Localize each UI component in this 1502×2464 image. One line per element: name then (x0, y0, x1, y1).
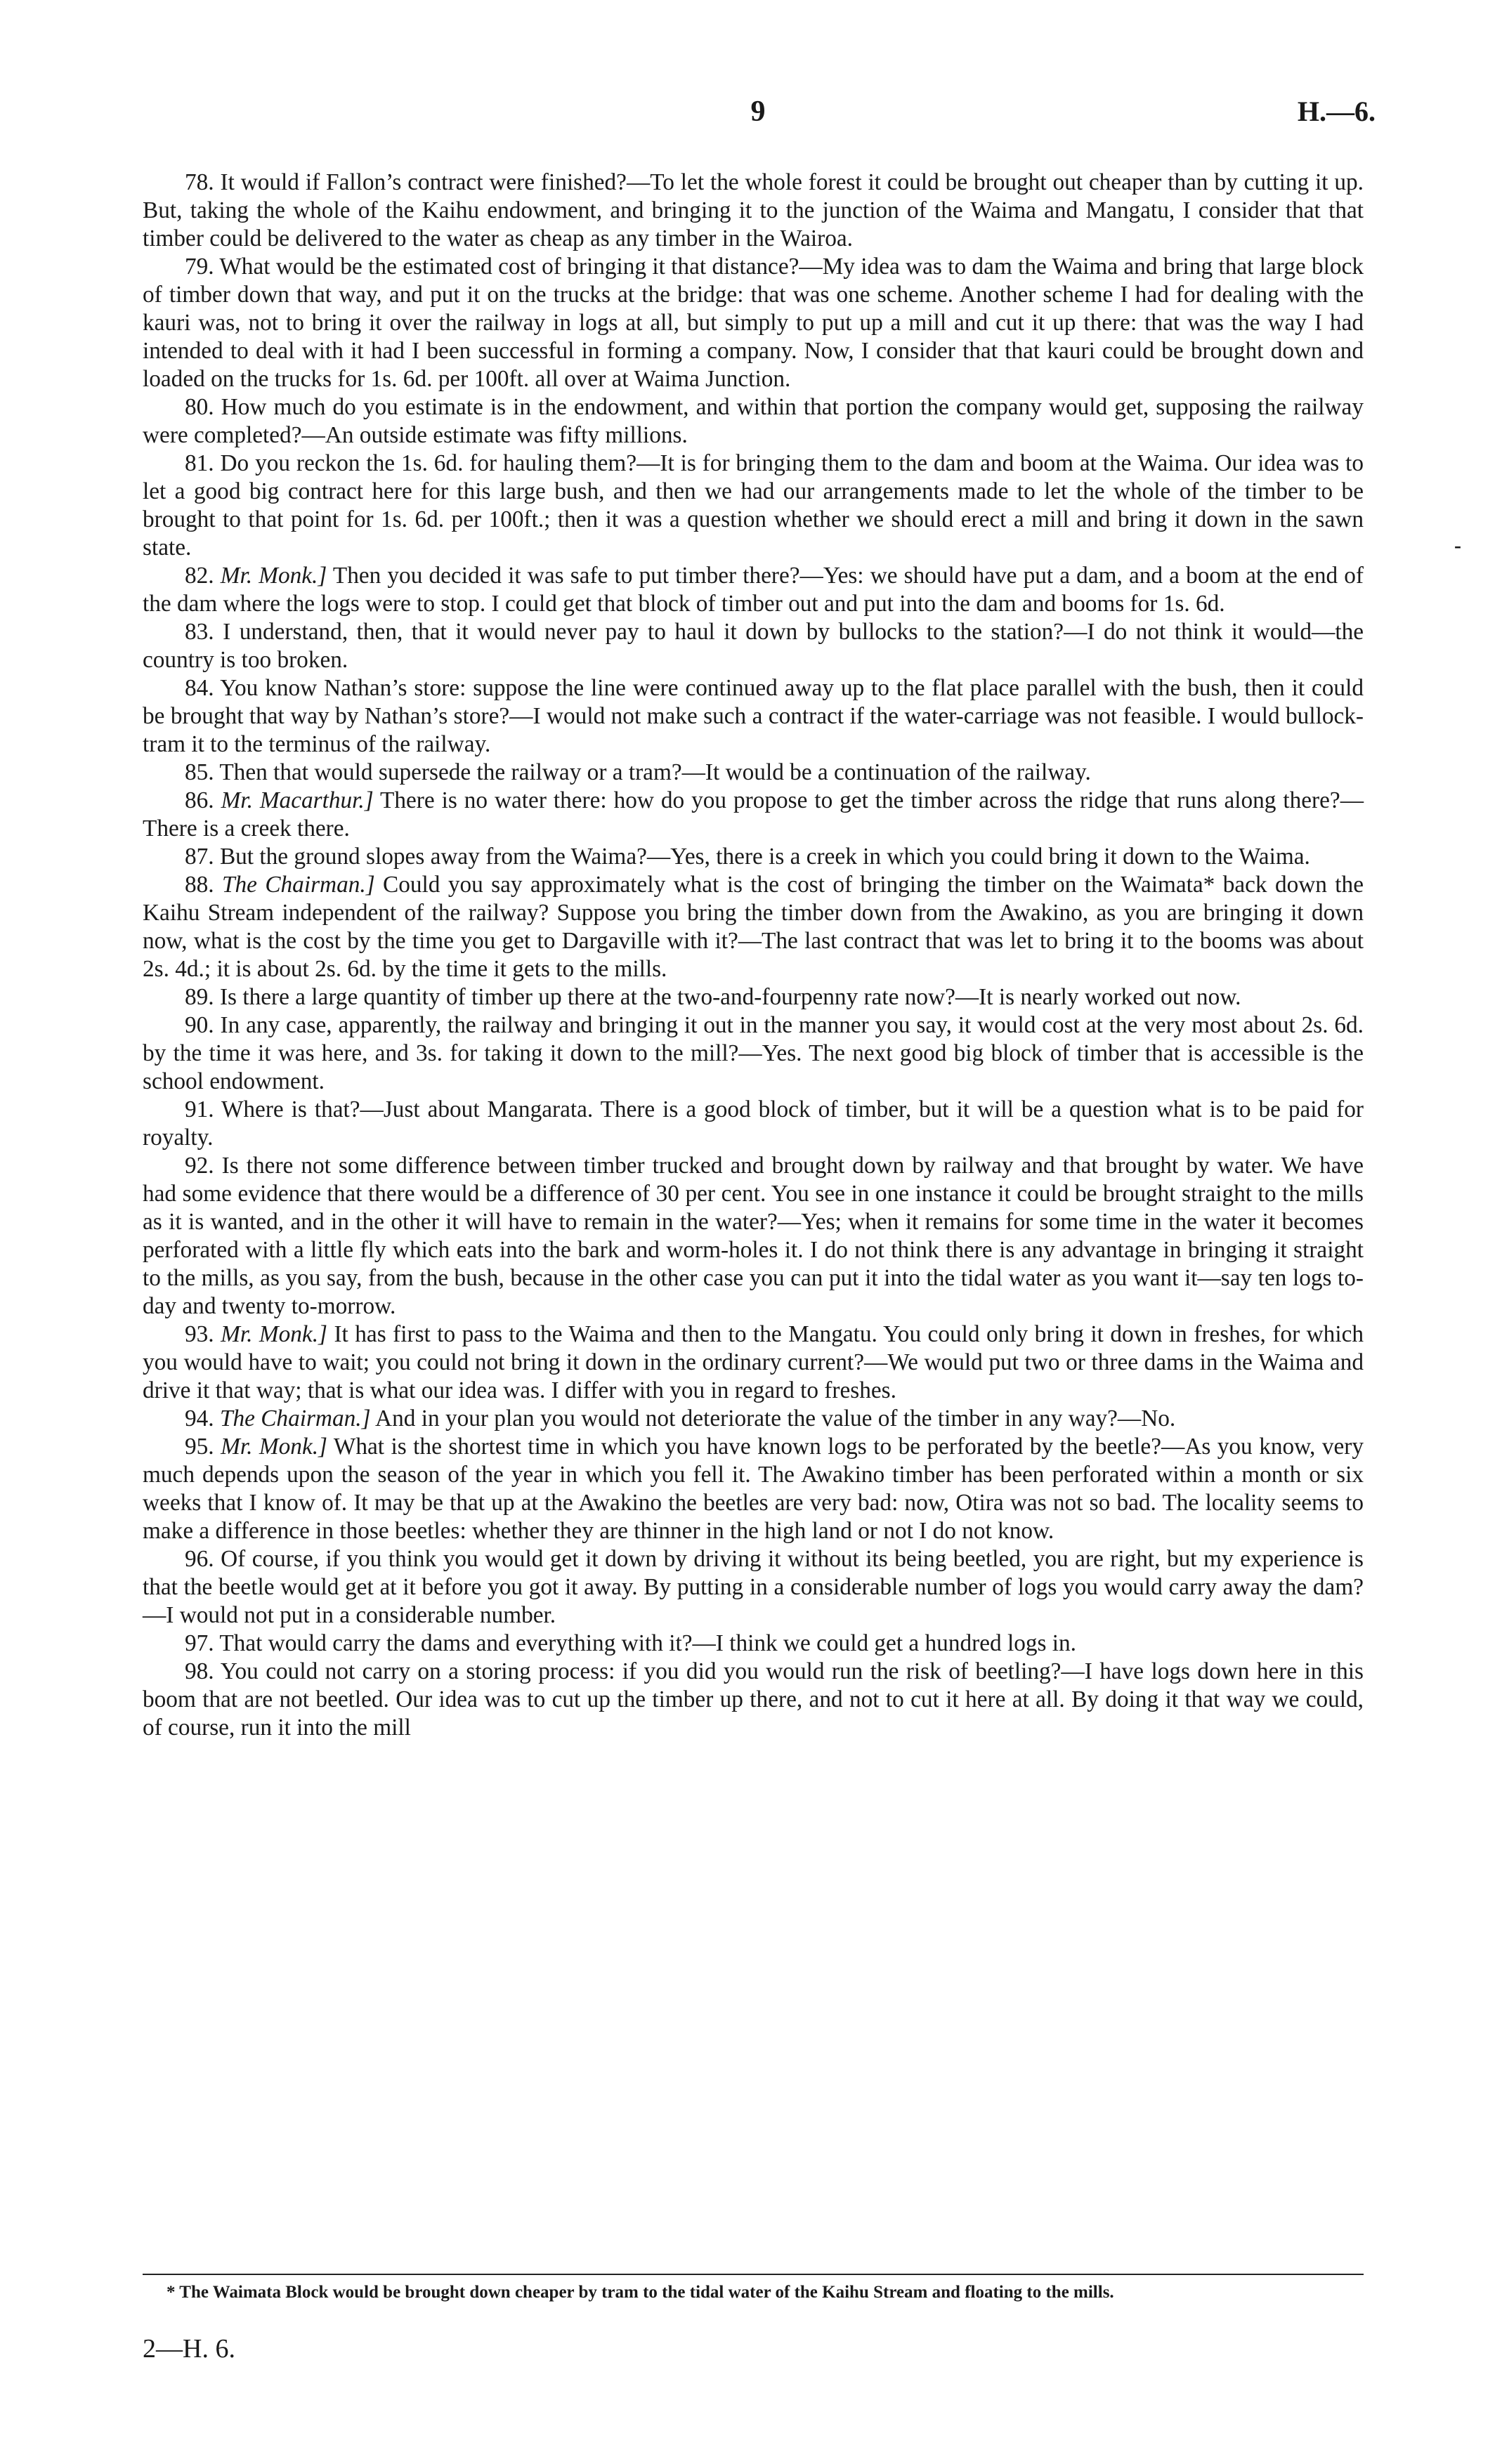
speaker: The Chairman.] (222, 872, 375, 898)
paragraph-91: 91. Where is that?—Just about Mangarata. There is a good block of timber, but it will be a question what is to be paid for royalty. (143, 1096, 1364, 1151)
paragraph-86 (143, 787, 1364, 843)
paragraph-83: 83. I understand, then, that it would never pay to haul it down by bullocks to the station?—I do not think it would—the country is too broken. (143, 619, 1364, 673)
signature-mark: 2—H. 6. (143, 2334, 235, 2364)
paragraph-94 (143, 1405, 1364, 1433)
question-number: 95. (185, 1434, 221, 1460)
paragraph-text: Then you decided it was safe to put timber there?—Yes: we should have put a dam, and a boom at the end of the dam where the logs were to stop. I could get that block of timber out and put into the dam and booms for 1s. 6d. (143, 563, 1364, 617)
document-code: H.—6. (1297, 96, 1376, 127)
question-number: 86. (185, 787, 221, 813)
question-number: 82. (185, 563, 221, 589)
paragraph-96: 96. Of course, if you think you would get it down by driving it without its being beetled, you are right, but my experience is that the beetle would get at it before you got it away. By putting in a considerable number of logs you would carry away the dam?—I would not put in a considerable number. (143, 1546, 1364, 1628)
paragraph-92: 92. Is there not some difference between timber trucked and brought down by railway and that brought by water. We have had some evidence that there would be a difference of 30 per cent. You see in one instance it could be brought straight to the mills as it is wanted, and in the other it will have to remain in the water?—Yes; when it remains for some time in the water it becomes perforated with a little fly which eats into the bark and worm-holes it. I do not think there is any advantage in bringing it straight to the mills, as you say, from the bush, because in the other case you can put it into the tidal water as you want it—say ten logs to-day and twenty to-morrow. (143, 1153, 1364, 1319)
paragraph-93 (143, 1321, 1364, 1405)
question-number: 88. (185, 872, 222, 898)
paragraph-95 (143, 1433, 1364, 1545)
speaker: Mr. Monk.] (221, 1434, 328, 1460)
paragraph-80: 80. How much do you estimate is in the endowment, and within that portion the company would get, supposing the railway were completed?—An outside estimate was fifty millions. (143, 394, 1364, 448)
footnote: * The Waimata Block would be brought down cheaper by tram to the tidal water of the Kaihu Stream and floating to the mills. (166, 2283, 1114, 2302)
paragraph-97: 97. That would carry the dams and everything with it?—I think we could get a hundred logs in. (185, 1630, 1077, 1656)
paragraph-88 (143, 871, 1364, 983)
body-text (143, 169, 1364, 1742)
paragraph-98: 98. You could not carry on a storing process: if you did you would run the risk of beetling?—I have logs down here in this boom that are not beetled. Our idea was to cut up the timber up there, and not to cut it here at all. By doing it that way we could, of course, run it into the mill (143, 1658, 1364, 1741)
paragraph-90: 90. In any case, apparently, the railway and bringing it out in the manner you say, it would cost at the very most about 2s. 6d. by the time it was here, and 3s. for taking it down to the mill?—Yes. The next good big block of timber that is accessible is the school endowment. (143, 1012, 1364, 1094)
paragraph-79: 79. What would be the estimated cost of bringing it that distance?—My idea was to dam the Waima and bring that large block of timber down that way, and put it on the trucks at the bridge: that was one scheme. Another scheme I had for dealing with the kauri was, not to bring it over the railway in logs at all, but simply to put up a mill and cut it up there: that was the way I had intended to deal with it had I been successful in forming a company. Now, I consider that that kauri could be brought down and loaded on the trucks for 1s. 6d. per 100ft. all over at Waima Junction. (143, 254, 1364, 392)
paragraph-87: 87. But the ground slopes away from the Waima?—Yes, there is a creek in which you could bring it down to the Waima. (185, 844, 1310, 870)
question-number: 94. (185, 1405, 220, 1431)
paragraph-89: 89. Is there a large quantity of timber up there at the two-and-fourpenny rate now?—It is nearly worked out now. (185, 984, 1241, 1010)
page-number: 9 (750, 96, 766, 128)
footnote-divider (143, 2274, 1364, 2275)
speaker: Mr. Monk.] (221, 1321, 327, 1347)
question-number: 93. (185, 1321, 221, 1347)
paragraph-85: 85. Then that would supersede the railway or a tram?—It would be a continuation of the railway. (185, 759, 1091, 785)
paragraph-82 (143, 562, 1364, 618)
paragraph-text: It has first to pass to the Waima and then to the Mangatu. You could only bring it down in freshes, for which you would have to wait; you could not bring it down in the ordinary current?—We would put two or three dams in the Waima and drive it that way; that is what our idea was. I differ with you in regard to freshes. (143, 1321, 1364, 1403)
paragraph-text: There is no water there: how do you propose to get the timber across the ridge that runs along there?—There is a creek there. (143, 787, 1364, 841)
paragraph-text: What is the shortest time in which you have known logs to be perforated by the beetle?—As you know, very much depends upon the season of the year in which you fell it. The Awakino timber has been perforated within a month or six weeks that I know of. It may be that up at the Awakino the beetles are very bad: now, Otira was not so bad. The locality seems to make a difference in those beetles: whether they are thinner in the high land or not I do not know. (143, 1434, 1364, 1544)
paragraph-text: Could you say approximately what is the cost of bringing the timber on the Waimata* back down the Kaihu Stream independent of the railway? Suppose you bring the timber down from the Awakino, as you are bringing it down now, what is the cost by the time you get to Dargaville with it?—The last contract that was let to bring it to the booms was about 2s. 4d.; it is about 2s. 6d. by the time it gets to the mills. (143, 872, 1364, 982)
paragraph-81: 81. Do you reckon the 1s. 6d. for hauling them?—It is for bringing them to the dam and boom at the Waima. Our idea was to let a good big contract here for this large bush, and then we had our arrangements made to let the whole of the timber to be brought to that point for 1s. 6d. per 100ft.; then it was a question whether we should erect a mill and bring it down in the sawn state. (143, 450, 1364, 561)
page-header (141, 95, 1376, 137)
speaker: Mr. Macarthur.] (221, 787, 374, 813)
paragraph-84: 84. You know Nathan’s store: suppose the line were continued away up to the flat place parallel with the bush, then it could be brought that way by Nathan’s store?—I would not make such a contract if the water-carriage was not feasible. I would bullock-tram it to the terminus of the railway. (143, 675, 1364, 757)
margin-mark: - (1454, 534, 1461, 557)
speaker: Mr. Monk.] (220, 563, 327, 589)
speaker: The Chairman.] (219, 1405, 371, 1431)
paragraph-text: And in your plan you would not deteriorate the value of the timber in any way?—No. (370, 1405, 1176, 1431)
paragraph-78: 78. It would if Fallon’s contract were finished?—To let the whole forest it could be brought out cheaper than by cutting it up. But, taking the whole of the Kaihu endowment, and bringing it to the junction of the Waima and Mangatu, I consider that that timber could be delivered to the water as cheap as any timber in the Wairoa. (143, 169, 1364, 251)
